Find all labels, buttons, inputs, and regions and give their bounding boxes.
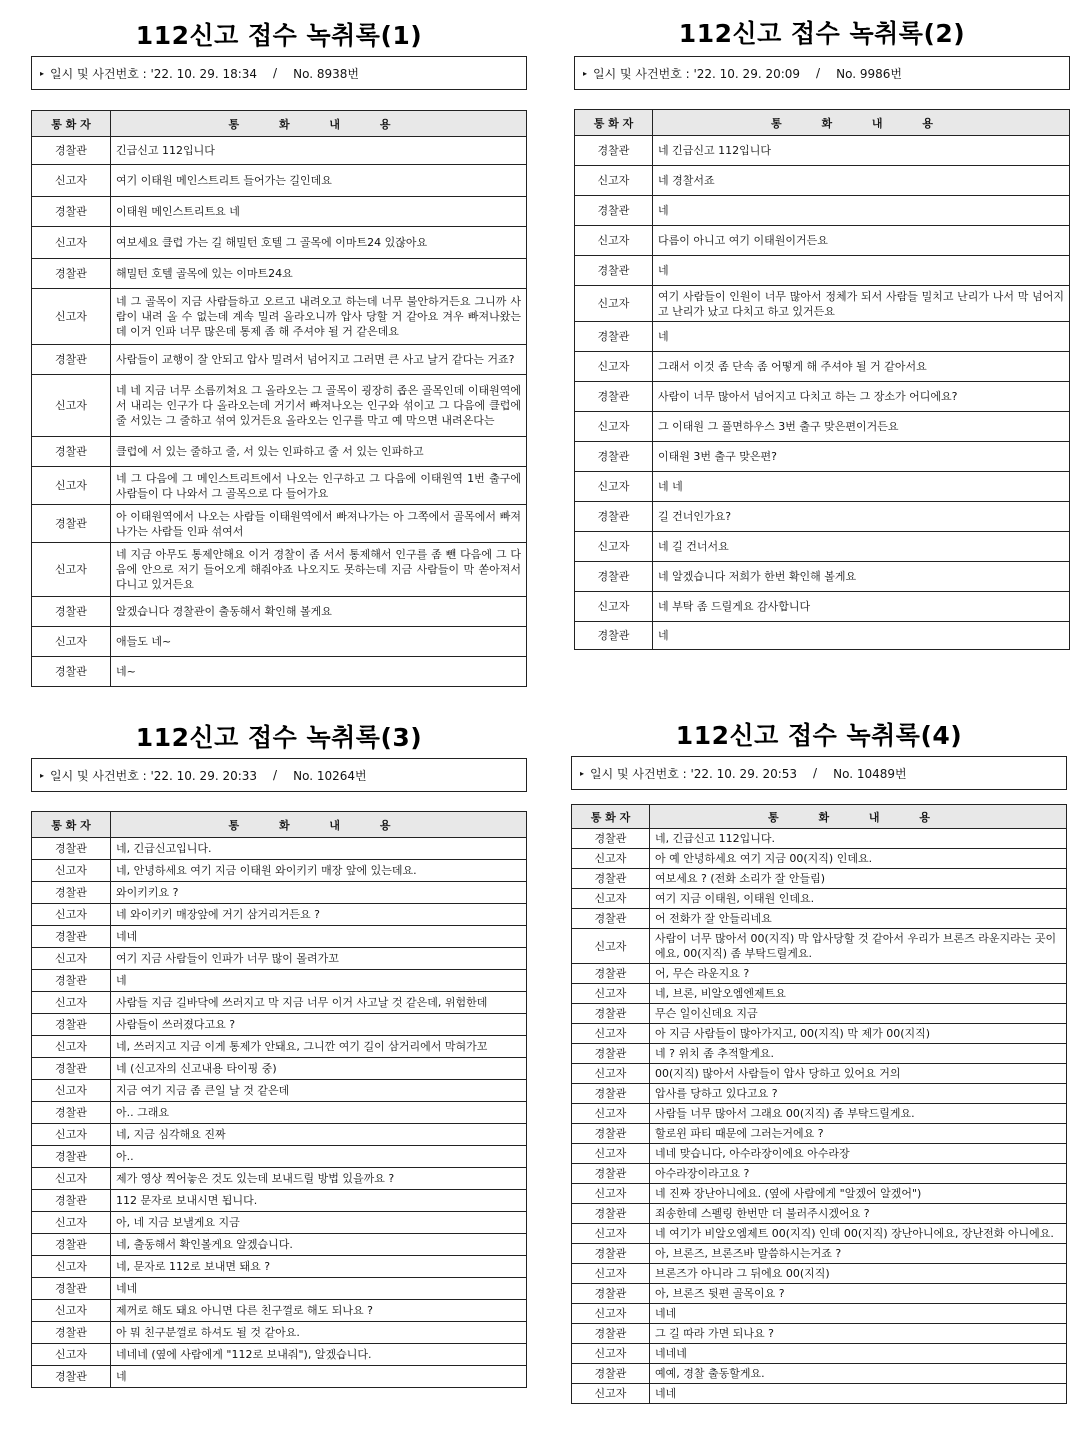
date-time-label: 일시 및 사건번호 : '22. 10. 29. 20:53 [590,766,798,781]
transcript-row [572,1044,1067,1064]
transcript-rows [32,137,527,687]
transcript-row [32,1212,527,1234]
transcript-row [575,256,1070,286]
speaker-cell: 신고자 [572,984,650,1004]
speaker-cell: 신고자 [32,904,111,926]
speaker-cell: 경찰관 [32,137,111,165]
transcript-row [32,289,527,345]
speaker-cell: 경찰관 [572,1164,650,1184]
transcript-row [572,1164,1067,1184]
speaker-cell: 경찰관 [32,437,111,467]
utterance-cell: 00(지직) 많아서 사람들이 압사 당하고 있어요 거의 [650,1064,1067,1084]
speaker-cell: 경찰관 [572,1364,650,1384]
utterance-cell: 긴급신고 112입니다 [111,137,527,165]
case-info-box: ▸ 일시 및 사건번호 : '22. 10. 29. 20:09 / No. 9986번 [574,56,1070,90]
panel-title: 112신고 접수 녹취록(4) [675,721,963,750]
utterance-cell: 네네네 [650,1344,1067,1364]
transcript-row [572,964,1067,984]
transcript-row [32,197,527,227]
speaker-cell: 신고자 [575,472,653,502]
transcript-row [572,1184,1067,1204]
transcript-row [32,467,527,505]
speaker-cell: 경찰관 [32,657,111,687]
transcript-row [32,992,527,1014]
transcript-row [575,592,1070,622]
speaker-cell: 신고자 [572,1144,650,1164]
speaker-cell: 신고자 [572,1224,650,1244]
utterance-cell: 사람들 지금 길바닥에 쓰러지고 막 지금 너무 이거 사고날 것 같은데, 위험한데 [111,992,527,1014]
transcript-row [32,1278,527,1300]
speaker-cell: 신고자 [32,1168,111,1190]
speaker-cell: 신고자 [575,286,653,322]
transcript-row [575,382,1070,412]
transcript-row [572,1004,1067,1024]
utterance-cell: 사람들이 쓰러졌다고요 ? [111,1014,527,1036]
utterance-cell: 아, 브론즈 뒷편 골목이요 ? [650,1284,1067,1304]
utterance-cell: 네, 문자로 112로 보내면 돼요 ? [111,1256,527,1278]
utterance-cell: 네네 [111,1278,527,1300]
utterance-cell: 죄송한데 스펠링 한번만 더 불러주시겠어요 ? [650,1204,1067,1224]
utterance-cell: 사람이 너무 많아서 00(지직) 막 압사당할 것 같아서 우리가 브론즈 라운지라는 곳이에요, 00(지직) 좀 부탁드릴게요. [650,929,1067,964]
transcript-row [575,532,1070,562]
transcript-row [572,869,1067,889]
date-time-label: 일시 및 사건번호 : '22. 10. 29. 18:34 [50,66,258,81]
speaker-cell: 경찰관 [572,1284,650,1304]
transcript-row [32,1366,527,1388]
content-header: 통 화 내 용 [653,110,1070,136]
utterance-cell: 아, 브론즈, 브론즈바 말씀하시는거죠 ? [650,1244,1067,1264]
utterance-cell: 네, 긴급신고입니다. [111,838,527,860]
transcript-row [572,1344,1067,1364]
transcript-table [571,804,1067,1404]
transcript-row [572,929,1067,964]
speaker-cell: 경찰관 [572,909,650,929]
speaker-cell: 신고자 [32,1124,111,1146]
transcript-row [575,196,1070,226]
bullet-triangle-icon: ▸ [580,768,585,778]
speaker-header: 통 화 자 [575,110,653,136]
utterance-cell: 아 이태원역에서 나오는 사람들 이태원역에서 빠져나가는 아 그쪽에서 골목에서 빠져나가는 사람들 인파 섞여서 [111,505,527,543]
speaker-cell: 신고자 [32,627,111,657]
transcript-row [32,1014,527,1036]
speaker-cell: 경찰관 [575,256,653,286]
utterance-cell: 네 길 건너서요 [653,532,1070,562]
transcript-row [32,375,527,437]
transcript-row [32,1322,527,1344]
transcript-row [32,543,527,597]
utterance-cell: 네, 브론, 비알오엠엔제트요 [650,984,1067,1004]
speaker-cell: 경찰관 [572,1244,650,1264]
utterance-cell: 아 뭐 친구분껄로 하셔도 될 것 같아요. [111,1322,527,1344]
speaker-cell: 신고자 [572,889,650,909]
speaker-cell: 경찰관 [32,1190,111,1212]
utterance-cell: 알겠습니다 경찰관이 출동해서 확인해 볼게요 [111,597,527,627]
utterance-cell: 다름이 아니고 여기 이태원이거든요 [653,226,1070,256]
transcript-row [32,1036,527,1058]
utterance-cell: 네, 긴급신고 112입니다. [650,829,1067,849]
utterance-cell: 네네 [111,926,527,948]
speaker-cell: 경찰관 [32,345,111,375]
transcript-row [572,1124,1067,1144]
utterance-cell: 네 [653,322,1070,352]
case-info-box: ▸ 일시 및 사건번호 : '22. 10. 29. 20:53 / No. 10489번 [571,756,1067,790]
speaker-header: 통 화 자 [32,812,111,838]
speaker-cell: 신고자 [32,1344,111,1366]
transcript-row [572,1264,1067,1284]
utterance-cell: 여기 지금 이태원, 이태원 인데요. [650,889,1067,909]
transcript-rows [572,829,1067,1404]
speaker-cell: 경찰관 [575,136,653,166]
speaker-cell: 경찰관 [32,597,111,627]
case-number: No. 10489번 [833,766,907,781]
transcript-row [575,286,1070,322]
speaker-cell: 경찰관 [32,1014,111,1036]
utterance-cell: 어, 무슨 라운지요 ? [650,964,1067,984]
speaker-cell: 신고자 [572,1024,650,1044]
utterance-cell: 아 예 안녕하세요 여기 지금 00(지직) 인데요. [650,849,1067,869]
utterance-cell: 네 알겠습니다 저희가 한번 확인해 볼게요 [653,562,1070,592]
transcript-row [32,137,527,165]
utterance-cell: 네 경찰서죠 [653,166,1070,196]
transcript-row [572,849,1067,869]
utterance-cell: 클럽에 서 있는 줄하고 줄, 서 있는 인파하고 줄 서 있는 인파하고 [111,437,527,467]
utterance-cell: 제꺼로 해도 돼요 아니면 다른 친구껄로 해도 되나요 ? [111,1300,527,1322]
utterance-cell: 사람이 너무 많아서 넘어지고 다치고 하는 그 장소가 어디에요? [653,382,1070,412]
transcript-row [32,227,527,259]
utterance-cell: 네 [653,622,1070,650]
utterance-cell: 압사를 당하고 있다고요 ? [650,1084,1067,1104]
utterance-cell: 네 그 다음에 그 메인스트리트에서 나오는 인구하고 그 다음에 이태원역 1번 출구에 사람들이 다 나와서 그 골목으로 다 들어가요 [111,467,527,505]
transcript-row [32,1124,527,1146]
speaker-cell: 경찰관 [32,1322,111,1344]
transcript-row [572,1084,1067,1104]
transcript-row [32,345,527,375]
speaker-cell: 경찰관 [572,1324,650,1344]
transcript-row [32,1168,527,1190]
speaker-cell: 신고자 [572,1264,650,1284]
transcript-row [32,1234,527,1256]
utterance-cell: 네 그 골목이 지금 사람들하고 오르고 내려오고 하는데 너무 불안하거든요 그니까 사람이 내려 올 수 없는데 계속 밀려 올라오니까 압사 당할 거 같아요 겨우 빠져나왔는데 이거 인파 너무 많은데 통제 좀 해 주셔야 될 거 같은데요 [111,289,527,345]
speaker-cell: 신고자 [32,289,111,345]
transcript-row [575,166,1070,196]
transcript-row [32,1146,527,1168]
speaker-cell: 경찰관 [32,1146,111,1168]
utterance-cell: 이태원 3번 출구 맞은편? [653,442,1070,472]
speaker-cell: 신고자 [572,1344,650,1364]
transcript-row [32,1256,527,1278]
speaker-cell: 신고자 [575,412,653,442]
content-header: 통 화 내 용 [111,812,527,838]
utterance-cell: 여기 지금 사람들이 인파가 너무 많이 몰려가꼬 [111,948,527,970]
utterance-cell: 이태원 메인스트리트요 네 [111,197,527,227]
utterance-cell: 네 와이키키 매장앞에 거기 삼거리거든요 ? [111,904,527,926]
utterance-cell: 네 지금 아무도 통제안해요 이거 경찰이 좀 서서 통제해서 인구를 좀 뺀 다음에 그 다음에 안으로 저기 들어오게 해줘야죠 나오지도 못하는데 지금 사람들이 막 쏟아져서 다니고 있거든요 [111,543,527,597]
speaker-cell: 경찰관 [572,1204,650,1224]
transcript-row [572,1384,1067,1404]
panel-title: 112신고 접수 녹취록(2) [678,19,966,48]
utterance-cell: 무슨 일이신데요 지금 [650,1004,1067,1024]
utterance-cell: 네 네 지금 너무 소름끼쳐요 그 올라오는 그 골목이 굉장히 좁은 골목인데 이태원역에서 내리는 인구가 다 올라오는데 거기서 빠져나오는 인구와 섞이고 그 다음에 클럽에 줄 서있는 그 줄하고 섞여 있거든요 올라오는 인구를 막고 예 막으면 내려온다는 [111,375,527,437]
speaker-cell: 신고자 [575,532,653,562]
transcript-row [32,1300,527,1322]
speaker-cell: 경찰관 [32,1102,111,1124]
utterance-cell: 네 네 [653,472,1070,502]
content-header: 통 화 내 용 [650,805,1067,829]
speaker-cell: 신고자 [572,849,650,869]
transcript-row [572,1204,1067,1224]
transcript-row [32,437,527,467]
utterance-cell: 네, 쓰러지고 지금 이게 통제가 안돼요, 그니깐 여기 길이 삼거리에서 막혀가꼬 [111,1036,527,1058]
transcript-row [572,1364,1067,1384]
speaker-cell: 신고자 [575,226,653,256]
bullet-triangle-icon: ▸ [583,68,588,78]
utterance-cell: 네 진짜 장난아니에요. (옆에 사람에게 "알겠어 알겠어") [650,1184,1067,1204]
speaker-cell: 신고자 [32,467,111,505]
transcript-row [572,889,1067,909]
transcript-row [32,597,527,627]
transcript-row [572,1024,1067,1044]
speaker-cell: 경찰관 [572,1124,650,1144]
utterance-cell: 애들도 네~ [111,627,527,657]
content-header: 통 화 내 용 [111,111,527,137]
transcript-row [32,926,527,948]
utterance-cell: 네 부탁 좀 드릴게요 감사합니다 [653,592,1070,622]
utterance-cell: 아 지금 사람들이 많아가지고, 00(지직) 막 제가 00(지직) [650,1024,1067,1044]
transcript-row [32,1058,527,1080]
transcript-row [32,657,527,687]
utterance-cell: 네, 출동해서 확인볼게요 알겠습니다. [111,1234,527,1256]
transcript-row [572,1224,1067,1244]
speaker-cell: 경찰관 [575,322,653,352]
transcript-row [572,1144,1067,1164]
transcript-panel-1 [31,18,527,687]
speaker-cell: 경찰관 [32,1366,111,1388]
speaker-cell: 신고자 [32,543,111,597]
speaker-cell: 경찰관 [575,442,653,472]
speaker-cell: 경찰관 [32,505,111,543]
utterance-cell: 해밀턴 호텔 골목에 있는 이마트24요 [111,259,527,289]
transcript-row [572,1104,1067,1124]
speaker-cell: 경찰관 [572,1044,650,1064]
speaker-cell: 경찰관 [32,926,111,948]
transcript-row [575,136,1070,166]
utterance-cell: 와이키키요 ? [111,882,527,904]
case-info-box: ▸ 일시 및 사건번호 : '22. 10. 29. 20:33 / No. 10264번 [31,758,527,792]
transcript-row [575,226,1070,256]
utterance-cell: 지금 여기 지금 좀 큰일 날 것 같은데 [111,1080,527,1102]
utterance-cell: 112 문자로 보내시면 됩니다. [111,1190,527,1212]
speaker-cell: 신고자 [575,592,653,622]
speaker-cell: 신고자 [575,352,653,382]
utterance-cell: 여보세요 클럽 가는 길 해밀턴 호텔 그 골목에 이마트24 있잖아요 [111,227,527,259]
utterance-cell: 네네 맞습니다, 아수라장이에요 아수라장 [650,1144,1067,1164]
transcript-row [32,882,527,904]
utterance-cell: 네 [111,970,527,992]
utterance-cell: 그래서 이것 좀 단속 좀 어떻게 해 주셔야 될 거 같아서요 [653,352,1070,382]
transcript-row [572,1324,1067,1344]
speaker-cell: 경찰관 [32,1234,111,1256]
utterance-cell: 길 건너인가요? [653,502,1070,532]
transcript-row [575,622,1070,650]
speaker-cell: 경찰관 [32,1278,111,1300]
bullet-triangle-icon: ▸ [40,68,45,78]
utterance-cell: 예예, 경찰 출동할게요. [650,1364,1067,1384]
utterance-cell: 브론즈가 아니라 그 뒤에요 00(지직) [650,1264,1067,1284]
speaker-cell: 신고자 [572,1064,650,1084]
transcript-table [31,110,527,687]
transcript-panel-4 [571,718,1067,1404]
speaker-cell: 신고자 [32,375,111,437]
utterance-cell: 네네 [650,1384,1067,1404]
transcript-row [32,259,527,289]
transcript-row [32,904,527,926]
speaker-cell: 신고자 [32,860,111,882]
speaker-cell: 경찰관 [32,1058,111,1080]
transcript-row [32,165,527,197]
speaker-cell: 경찰관 [32,970,111,992]
speaker-cell: 경찰관 [32,259,111,289]
transcript-row [575,472,1070,502]
utterance-cell: 아수라장이라고요 ? [650,1164,1067,1184]
date-time-label: 일시 및 사건번호 : '22. 10. 29. 20:33 [50,768,258,783]
transcript-row [575,442,1070,472]
transcript-panel-3 [31,720,527,1388]
transcript-row [32,970,527,992]
speaker-cell: 신고자 [32,1300,111,1322]
case-number: No. 8938번 [293,66,359,81]
transcript-row [572,1064,1067,1084]
transcript-row [575,322,1070,352]
transcript-row [572,1304,1067,1324]
transcript-row [32,505,527,543]
speaker-header: 통 화 자 [32,111,111,137]
transcript-row [572,829,1067,849]
utterance-cell: 네 긴급신고 112입니다 [653,136,1070,166]
speaker-cell: 신고자 [32,1036,111,1058]
date-time-label: 일시 및 사건번호 : '22. 10. 29. 20:09 [593,66,801,81]
utterance-cell: 여기 이태원 메인스트리트 들어가는 길인데요 [111,165,527,197]
case-number: No. 9986번 [836,66,902,81]
transcript-row [32,1080,527,1102]
transcript-row [32,1190,527,1212]
panel-title: 112신고 접수 녹취록(1) [135,21,423,50]
transcript-row [572,1244,1067,1264]
utterance-cell: 여보세요 ? (전화 소리가 잘 안들림) [650,869,1067,889]
utterance-cell: 네 [653,196,1070,226]
speaker-cell: 신고자 [32,992,111,1014]
transcript-table [574,109,1070,650]
transcript-table [31,811,527,1388]
speaker-header: 통 화 자 [572,805,650,829]
utterance-cell: 네 [653,256,1070,286]
speaker-cell: 경찰관 [575,502,653,532]
panel-title: 112신고 접수 녹취록(3) [135,723,423,752]
speaker-cell: 경찰관 [32,838,111,860]
speaker-cell: 신고자 [572,1384,650,1404]
speaker-cell: 신고자 [575,166,653,196]
transcript-row [32,838,527,860]
utterance-cell: 네 여기가 비알오엠제트 00(지직) 인데 00(지직) 장난아니에요, 장난전화 아니에요. [650,1224,1067,1244]
speaker-cell: 경찰관 [32,882,111,904]
transcript-row [572,909,1067,929]
utterance-cell: 네네네 (옆에 사람에게 "112로 보내줘"), 알겠습니다. [111,1344,527,1366]
speaker-cell: 경찰관 [575,196,653,226]
utterance-cell: 할로윈 파티 때문에 그러는거에요 ? [650,1124,1067,1144]
utterance-cell: 여기 사람들이 인원이 너무 많아서 정체가 되서 사람들 밀치고 난리가 나서 막 넘어지고 난리가 났고 다치고 하고 있거든요 [653,286,1070,322]
speaker-cell: 신고자 [572,1304,650,1324]
speaker-cell: 신고자 [32,227,111,259]
utterance-cell: 네 [111,1366,527,1388]
utterance-cell: 그 길 따라 가면 되나요 ? [650,1324,1067,1344]
transcript-row [32,627,527,657]
utterance-cell: 네, 지금 심각해요 진짜 [111,1124,527,1146]
speaker-cell: 신고자 [32,1080,111,1102]
speaker-cell: 경찰관 [572,869,650,889]
speaker-cell: 경찰관 [572,964,650,984]
transcript-row [575,352,1070,382]
transcript-row [32,948,527,970]
utterance-cell: 네 (신고자의 신고내용 타이핑 중) [111,1058,527,1080]
speaker-cell: 신고자 [572,1104,650,1124]
transcript-row [575,412,1070,442]
speaker-cell: 신고자 [572,1184,650,1204]
speaker-cell: 경찰관 [572,1004,650,1024]
transcript-row [572,1284,1067,1304]
utterance-cell: 사람들이 교행이 잘 안되고 압사 밀려서 넘어지고 그러면 큰 사고 날거 같다는 거죠? [111,345,527,375]
speaker-cell: 경찰관 [572,829,650,849]
transcript-row [32,1102,527,1124]
utterance-cell: 사람들 너무 많아서 그래요 00(지직) 좀 부탁드릴게요. [650,1104,1067,1124]
bullet-triangle-icon: ▸ [40,770,45,780]
speaker-cell: 경찰관 [32,197,111,227]
utterance-cell: 네~ [111,657,527,687]
speaker-cell: 신고자 [32,1256,111,1278]
utterance-cell: 어 전화가 잘 안들리네요 [650,909,1067,929]
transcript-row [572,984,1067,1004]
speaker-cell: 신고자 [572,929,650,964]
transcript-rows [32,838,527,1388]
case-info-box: ▸ 일시 및 사건번호 : '22. 10. 29. 18:34 / No. 8938번 [31,56,527,90]
speaker-cell: 경찰관 [575,622,653,650]
speaker-cell: 경찰관 [575,382,653,412]
utterance-cell: 네네 [650,1304,1067,1324]
transcript-rows [575,136,1070,650]
speaker-cell: 경찰관 [575,562,653,592]
utterance-cell: 그 이태원 그 풀면하우스 3번 출구 맞은편이거든요 [653,412,1070,442]
utterance-cell: 제가 영상 찍어놓은 것도 있는데 보내드릴 방법 있을까요 ? [111,1168,527,1190]
speaker-cell: 신고자 [32,165,111,197]
utterance-cell: 네 ? 위치 좀 추적할게요. [650,1044,1067,1064]
utterance-cell: 아, 네 지금 보낼게요 지금 [111,1212,527,1234]
speaker-cell: 신고자 [32,1212,111,1234]
case-number: No. 10264번 [293,768,367,783]
transcript-panel-2 [574,16,1070,650]
transcript-row [575,562,1070,592]
utterance-cell: 네, 안녕하세요 여기 지금 이태원 와이키키 매장 앞에 있는데요. [111,860,527,882]
transcript-row [32,1344,527,1366]
utterance-cell: 아.. [111,1146,527,1168]
transcript-row [32,860,527,882]
utterance-cell: 아.. 그래요 [111,1102,527,1124]
speaker-cell: 신고자 [32,948,111,970]
transcript-row [575,502,1070,532]
speaker-cell: 경찰관 [572,1084,650,1104]
